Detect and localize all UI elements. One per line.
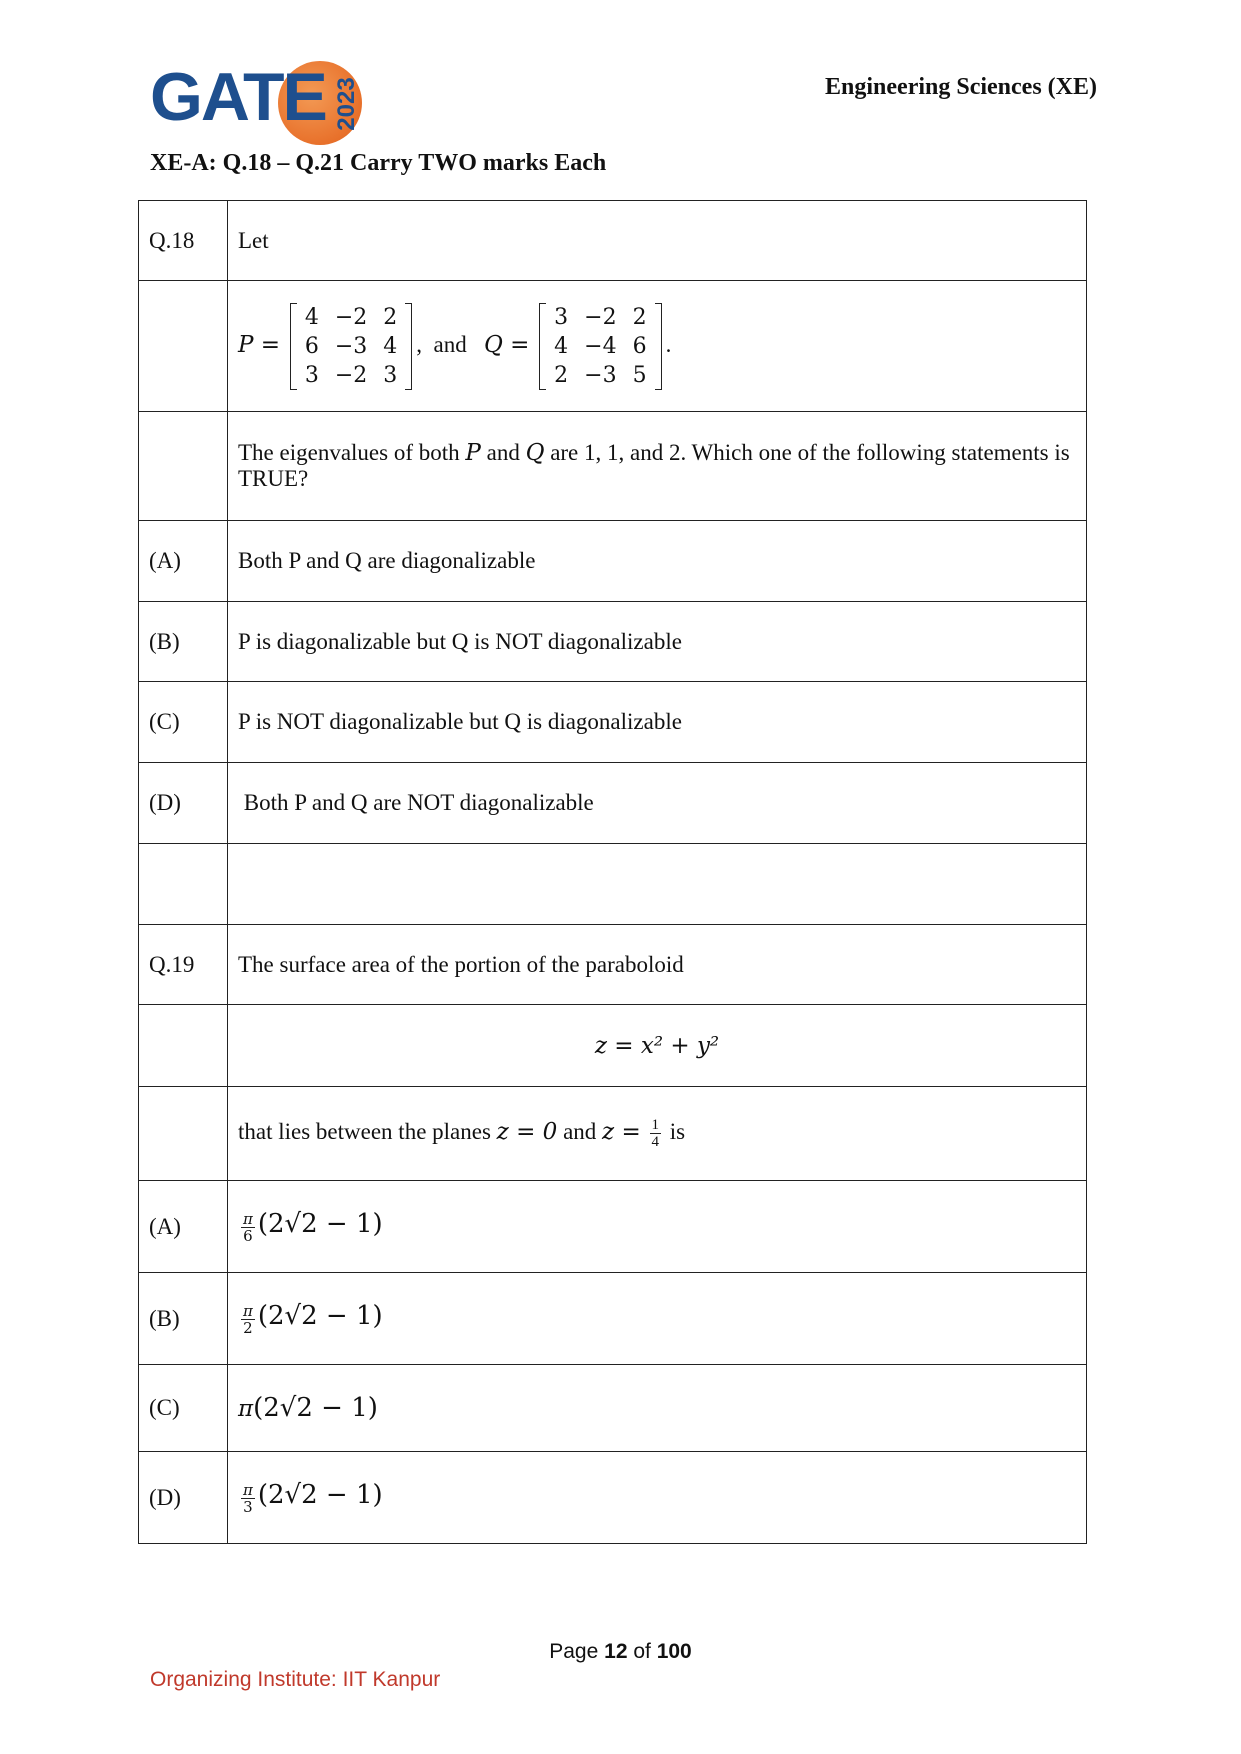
and-text: and	[433, 331, 467, 357]
q-label: Q =	[483, 331, 530, 358]
option-label: (C)	[139, 1365, 228, 1452]
option-row[interactable]	[139, 1273, 1087, 1365]
logo-text: GATE	[150, 59, 326, 135]
option-text: P is diagonalizable but Q is NOT diagonalizable	[228, 602, 1087, 682]
option-expression: $\frac{\pi}{3}$ (2√2 − 1)	[228, 1452, 1087, 1544]
q18-header-row	[139, 201, 1087, 281]
question-table	[138, 200, 1087, 1544]
option-expression: π(2√2 − 1)	[228, 1365, 1087, 1452]
section-heading: XE-A: Q.18 – Q.21 Carry TWO marks Each	[150, 150, 607, 176]
option-text: P is NOT diagonalizable but Q is diagonalizable	[228, 682, 1087, 763]
paraboloid-equation: z = x² + y²	[228, 1005, 1087, 1087]
option-text: Both P and Q are diagonalizable	[228, 521, 1087, 602]
option-row[interactable]	[139, 602, 1087, 682]
option-row[interactable]	[139, 682, 1087, 763]
q19-planes-row	[139, 1087, 1087, 1181]
question-number: Q.19	[139, 925, 228, 1005]
option-label: (A)	[139, 1181, 228, 1273]
q18-matrix-row	[139, 281, 1087, 412]
option-label: (C)	[139, 682, 228, 763]
option-label: (D)	[139, 763, 228, 844]
matrix-q: 3 −2 2 4 −4 6 2 −3 5	[539, 303, 661, 390]
option-row[interactable]	[139, 521, 1087, 602]
option-label: (B)	[139, 1273, 228, 1365]
gate-logo	[150, 55, 380, 145]
question-intro: Let	[228, 201, 1087, 281]
logo-year: 2023	[333, 77, 360, 131]
q19-equation-row	[139, 1005, 1087, 1087]
organizing-institute: Organizing Institute: IIT Kanpur	[150, 1668, 441, 1691]
question-stem: The eigenvalues of both P and Q are 1, 1, and 2. Which one of the following statements is TRUE?	[228, 412, 1087, 521]
subject-title: Engineering Sciences (XE)	[825, 74, 1097, 100]
option-row[interactable]	[139, 1365, 1087, 1452]
option-label: (A)	[139, 521, 228, 602]
option-row[interactable]	[139, 1181, 1087, 1273]
question-intro: The surface area of the portion of the paraboloid	[228, 925, 1087, 1005]
q18-stem-row	[139, 412, 1087, 521]
option-expression: $\frac{\pi}{6}$ (2√2 − 1)	[228, 1181, 1087, 1273]
p-label: P =	[238, 331, 281, 358]
q19-header-row	[139, 925, 1087, 1005]
page-number: Page 12 of 100	[549, 1640, 692, 1663]
matrix-definitions: P = 4 −2 2 6 −3 4 3 −2 3 , and Q = 3 −2 2 4 −4 6 2 −3 5 .	[228, 281, 1087, 412]
option-expression: $\frac{\pi}{2}$ (2√2 − 1)	[228, 1273, 1087, 1365]
matrix-p: 4 −2 2 6 −3 4 3 −2 3	[290, 303, 412, 390]
spacer-row	[139, 844, 1087, 925]
option-text: Both P and Q are NOT diagonalizable	[228, 763, 1087, 844]
option-row[interactable]	[139, 1452, 1087, 1544]
planes-text: that lies between the planes z = 0 and z = $\frac{1}{4}$ is	[228, 1087, 1087, 1181]
option-label: (D)	[139, 1452, 228, 1544]
question-number: Q.18	[139, 201, 228, 281]
option-row[interactable]	[139, 763, 1087, 844]
option-label: (B)	[139, 602, 228, 682]
